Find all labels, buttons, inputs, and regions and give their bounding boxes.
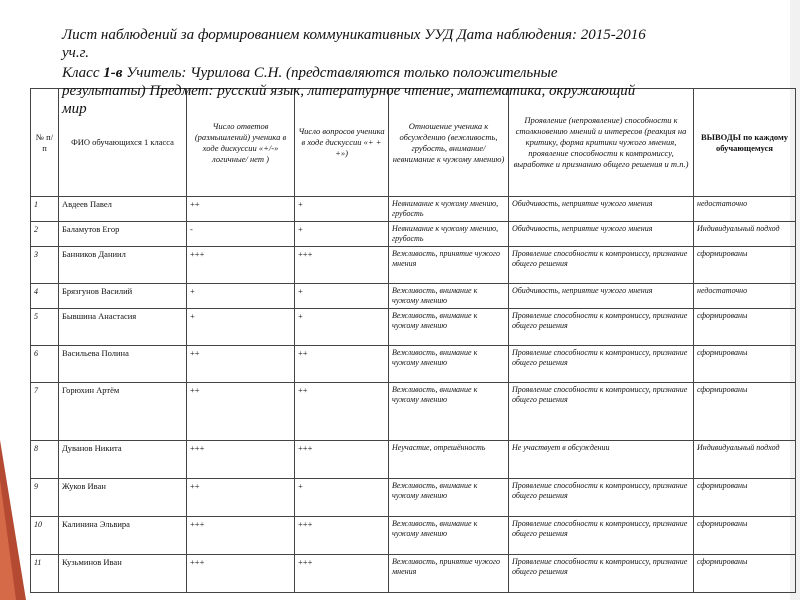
attitude-cell: Вежливость, принятие чужого мнения xyxy=(389,247,509,284)
subject-line: результаты) Предмет: русский язык, литературное чтение, математика, окружающий xyxy=(62,83,636,99)
conclusion-cell: Индивидуальный подход xyxy=(694,222,796,247)
ability-cell: Обидчивость, неприятие чужого мнения xyxy=(509,222,694,247)
col-header-attitude: Отношение ученика к обсуждению (вежливость, грубость, внимание/невнимание к чужому мнению) xyxy=(389,89,509,197)
attitude-cell: Вежливость, внимание к чужому мнению xyxy=(389,346,509,383)
student-name: Васильева Полина xyxy=(59,346,187,383)
conclusion-cell: Индивидуальный подход xyxy=(694,441,796,479)
questions-count: + xyxy=(295,479,389,517)
table-row xyxy=(31,441,796,479)
col-header-conclusions: ВЫВОДЫ по каждому обучающемуся xyxy=(694,89,796,197)
answers-count: +++ xyxy=(187,441,295,479)
student-name: Банников Даниил xyxy=(59,247,187,284)
conclusion-cell: недостаточно xyxy=(694,197,796,222)
conclusion-cell: сформированы xyxy=(694,346,796,383)
table-row xyxy=(31,247,796,284)
col-header-name: ФИО обучающихся 1 класса xyxy=(59,89,187,197)
sheet-title-cont: уч.г. xyxy=(62,45,89,61)
answers-count: - xyxy=(187,222,295,247)
col-header-ability: Проявление (непроявление) способности к столкновению мнений и интересов (реакция на критику, форма критики чужого мнения, проявление способности к компромиссу, выработке и признанию общего решения и т.п.) xyxy=(509,89,694,197)
student-name: Авдеев Павел xyxy=(59,197,187,222)
row-number: 4 xyxy=(31,284,59,309)
conclusion-cell: сформированы xyxy=(694,309,796,346)
table-row xyxy=(31,383,796,441)
questions-count: +++ xyxy=(295,247,389,284)
decorative-corner-inner xyxy=(0,480,16,600)
conclusion-cell: сформированы xyxy=(694,383,796,441)
ability-cell: Проявление способности к компромиссу, признание общего решения xyxy=(509,555,694,593)
row-number: 9 xyxy=(31,479,59,517)
row-number: 1 xyxy=(31,197,59,222)
table-row xyxy=(31,309,796,346)
ability-cell: Проявление способности к компромиссу, признание общего решения xyxy=(509,517,694,555)
questions-count: +++ xyxy=(295,517,389,555)
conclusion-cell: сформированы xyxy=(694,555,796,593)
questions-count: + xyxy=(295,197,389,222)
answers-count: + xyxy=(187,284,295,309)
answers-count: +++ xyxy=(187,555,295,593)
class-value: 1-в xyxy=(103,65,123,81)
student-name: Баламутов Егор xyxy=(59,222,187,247)
class-label: Класс xyxy=(62,65,104,81)
attitude-cell: Вежливость, внимание к чужому мнению xyxy=(389,284,509,309)
conclusion-cell: сформированы xyxy=(694,517,796,555)
ability-cell: Проявление способности к компромиссу, признание общего решения xyxy=(509,479,694,517)
attitude-cell: Невнимание к чужому мнению, грубость xyxy=(389,197,509,222)
table-row xyxy=(31,222,796,247)
row-number: 3 xyxy=(31,247,59,284)
table-row xyxy=(31,284,796,309)
questions-count: +++ xyxy=(295,441,389,479)
ability-cell: Не участвует в обсуждении xyxy=(509,441,694,479)
student-name: Брязгунов Василий xyxy=(59,284,187,309)
attitude-cell: Вежливость, принятие чужого мнения xyxy=(389,555,509,593)
answers-count: +++ xyxy=(187,517,295,555)
attitude-cell: Вежливость, внимание к чужому мнению xyxy=(389,309,509,346)
student-name: Жуков Иван xyxy=(59,479,187,517)
attitude-cell: Вежливость, внимание к чужому мнению xyxy=(389,383,509,441)
col-header-number: № п/п xyxy=(31,89,59,197)
questions-count: ++ xyxy=(295,346,389,383)
table-header-row xyxy=(31,89,796,197)
ability-cell: Обидчивость, неприятие чужого мнения xyxy=(509,197,694,222)
row-number: 2 xyxy=(31,222,59,247)
questions-count: + xyxy=(295,309,389,346)
attitude-cell: Неучастие, отрешённость xyxy=(389,441,509,479)
observation-table xyxy=(30,88,796,593)
row-number: 5 xyxy=(31,309,59,346)
row-number: 10 xyxy=(31,517,59,555)
answers-count: ++ xyxy=(187,346,295,383)
table-row xyxy=(31,346,796,383)
questions-count: ++ xyxy=(295,383,389,441)
student-name: Горюхин Артём xyxy=(59,383,187,441)
col-header-questions: Число вопросов ученика в ходе дискуссии «+ + +») xyxy=(295,89,389,197)
student-name: Бывшина Анастасия xyxy=(59,309,187,346)
row-number: 6 xyxy=(31,346,59,383)
row-number: 8 xyxy=(31,441,59,479)
conclusion-cell: недостаточно xyxy=(694,284,796,309)
answers-count: ++ xyxy=(187,197,295,222)
table-row xyxy=(31,555,796,593)
table-row xyxy=(31,197,796,222)
attitude-cell: Вежливость, внимание к чужому мнению xyxy=(389,517,509,555)
ability-cell: Обидчивость, неприятие чужого мнения xyxy=(509,284,694,309)
conclusion-cell: сформированы xyxy=(694,479,796,517)
attitude-cell: Вежливость, внимание к чужому мнению xyxy=(389,479,509,517)
answers-count: ++ xyxy=(187,383,295,441)
subject-line-cont: мир xyxy=(62,101,87,117)
student-name: Дуванов Никита xyxy=(59,441,187,479)
table-row xyxy=(31,479,796,517)
ability-cell: Проявление способности к компромиссу, признание общего решения xyxy=(509,247,694,284)
answers-count: + xyxy=(187,309,295,346)
questions-count: +++ xyxy=(295,555,389,593)
answers-count: +++ xyxy=(187,247,295,284)
sheet-title: Лист наблюдений за формированием коммуникативных УУД Дата наблюдения: 2015-2016 xyxy=(62,27,646,43)
ability-cell: Проявление способности к компромиссу, признание общего решения xyxy=(509,346,694,383)
ability-cell: Проявление способности к компромиссу, признание общего решения xyxy=(509,383,694,441)
row-number: 11 xyxy=(31,555,59,593)
teacher-text: Учитель: Чурилова С.Н. (представляются только положительные xyxy=(122,65,558,81)
class-teacher-line xyxy=(62,65,558,82)
table-row xyxy=(31,517,796,555)
attitude-cell: Невнимание к чужому мнению, грубость xyxy=(389,222,509,247)
row-number: 7 xyxy=(31,383,59,441)
col-header-answers: Число ответов (размышлений) ученика в ходе дискуссии «+/-» логичные/ нет ) xyxy=(187,89,295,197)
student-name: Калинина Эльвира xyxy=(59,517,187,555)
conclusion-cell: сформированы xyxy=(694,247,796,284)
questions-count: + xyxy=(295,284,389,309)
ability-cell: Проявление способности к компромиссу, признание общего решения xyxy=(509,309,694,346)
questions-count: + xyxy=(295,222,389,247)
student-name: Кузьминов Иван xyxy=(59,555,187,593)
answers-count: ++ xyxy=(187,479,295,517)
